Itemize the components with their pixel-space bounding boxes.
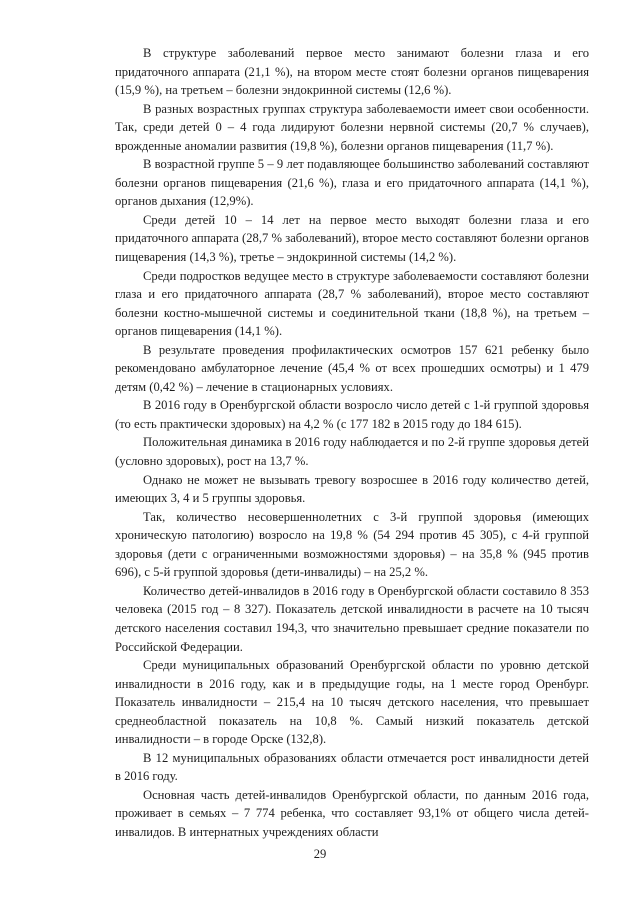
paragraph-13: В 12 муниципальных образованиях области отмечается рост инвалидности детей в 2016 году.: [115, 750, 589, 784]
paragraph-9: Однако не может не вызывать тревогу возросшее в 2016 году количество детей, имеющих 3, 4 и 5 группы здоровья.: [115, 472, 589, 506]
paragraph-11: Количество детей-инвалидов в 2016 году в Оренбургской области составило 8 353 человека (2015 год – 8 327). Показатель детской инвалидности в расчете на 10 тысяч детского населения составил 194,3, что значительно превышает средние показатели по Российской Федерации.: [115, 583, 589, 654]
paragraph-3: В возрастной группе 5 – 9 лет подавляющее большинство заболеваний составляют болезни органов пищеварения (21,6 %), глаза и его придаточного аппарата (14,1 %), органов дыхания (12,9%).: [115, 157, 589, 209]
paragraph-7: В 2016 году в Оренбургской области возросло число детей с 1-й группой здоровья (то есть практически здоровых) на 4,2 % (с 177 182 в 2015 году до 184 615).: [115, 398, 589, 431]
paragraph-10: Так, количество несовершеннолетних с 3-й группой здоровья (имеющих хроническую патологию) возросло на 19,8 % (54 294 против 45 305), с 4-й группой здоровья (дети с ограниченными возможностями здоровья) – на 35,8 % (945 против 696), с 5-й группой здоровья (дети-инвалиды) – на 25,2 %.: [115, 509, 589, 580]
paragraph-5: Среди подростков ведущее место в структуре заболеваемости составляют болезни глаза и его придаточного аппарата (28,7 % заболеваний), второе место составляют болезни костно-мышечной системы и соединительной ткани (18,8 %), на третьем – органов пищеварения (14,1 %).: [115, 268, 589, 339]
paragraph-1: В структуре заболеваний первое место занимают болезни глаза и его придаточного аппарата (21,1 %), на втором месте стоят болезни органов пищеварения (15,9 %), на третьем – болезни эндокринной системы (12,6 %).: [115, 46, 589, 98]
paragraph-8: Положительная динамика в 2016 году наблюдается и по 2-й группе здоровья детей (условно здоровых), рост на 13,7 %.: [115, 435, 589, 469]
body-text: [115, 44, 589, 842]
paragraph-4: Среди детей 10 – 14 лет на первое место выходят болезни глаза и его придаточного аппарата (28,7 % заболеваний), второе место составляют болезни органов пищеварения (14,3 %), третье – эндокринной системы (14,2 %).: [115, 212, 589, 265]
paragraph-14: Основная часть детей-инвалидов Оренбургской области, по данным 2016 года, проживает в семьях – 7 774 ребенка, что составляет 93,1% от общего числа детей-инвалидов. В интернатных учреждениях области: [115, 787, 589, 839]
paragraph-2: В разных возрастных группах структура заболеваемости имеет свои особенности. Так, среди детей 0 – 4 года лидируют болезни нервной системы (20,7 % случаев), врожденные аномалии развития (19,8 %), болезни органов пищеварения (11,7 %).: [115, 101, 589, 153]
page-number: 29: [313, 847, 327, 861]
paragraph-12: Среди муниципальных образований Оренбургской области по уровню детской инвалидности в 2016 году, как и в предыдущие годы, на 1 месте город Оренбург. Показатель инвалидности – 215,4 на 10 тысяч детского населения, что превышает среднеобластной показатель на 10,8 %. Самый низкий показатель детской инвалидности – в городе Орске (132,8).: [115, 658, 589, 747]
paragraph-6: В результате проведения профилактических осмотров 157 621 ребенку было рекомендовано амбулаторное лечение (45,4 % от всех прошедших осмотры) и 1 479 детям (0,42 %) – лечение в стационарных условиях.: [115, 342, 589, 394]
